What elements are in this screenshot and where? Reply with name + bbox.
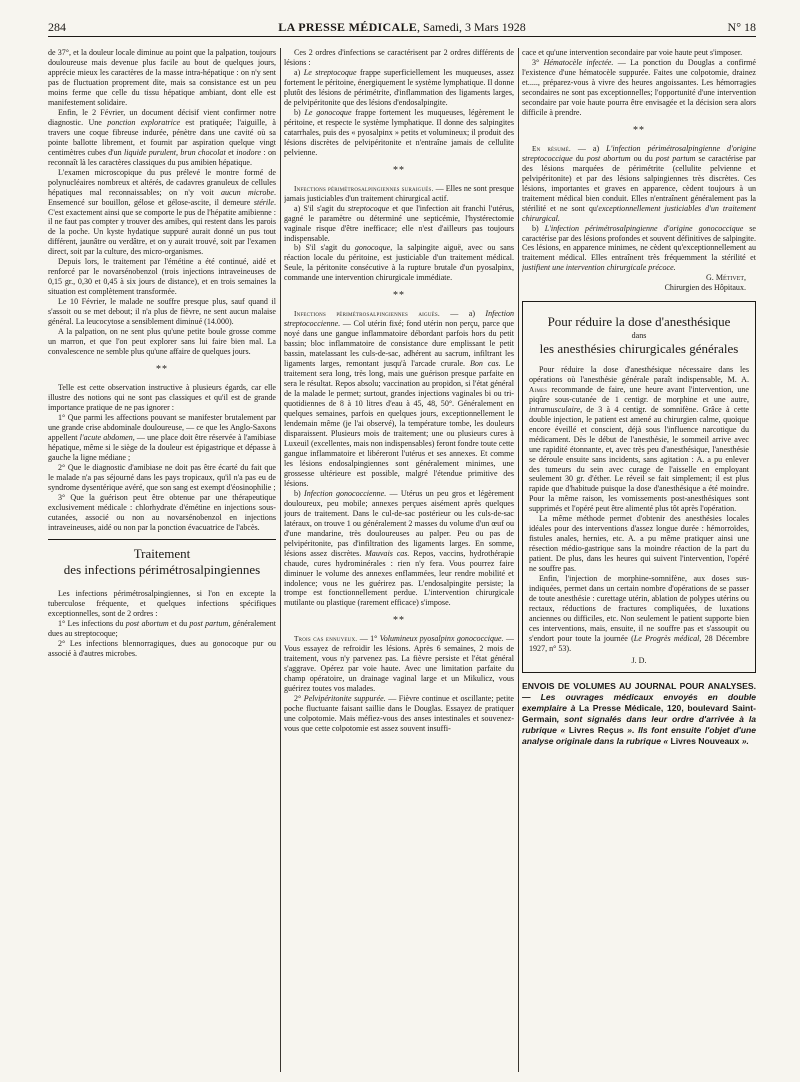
paragraph: A la palpation, on ne sent plus qu'une petite boule grosse comme un marron, et que l'on peut explorer sans lui faire bien mal. La convalescence ne semble plus qu'une affaire de quelques jours.	[48, 327, 276, 357]
column-rule	[518, 48, 519, 1072]
column-middle	[284, 48, 514, 1074]
article-title: Traitement des infections périmétrosalpingiennes	[63, 545, 261, 578]
paragraph: 3° Hématocèle infectée. — La ponction du Douglas a confirmé l'existence d'une hématocèle suppurée. Faites une colpotomie, drainez et....., préparez-vous à vivre des heures angoissantes. Les hémorragies secondaires ne sont pas exceptionnelles; l'opportunité d'une intervention secondaire par voie haute pourra être envisagée et la décision sera alors difficile à prendre.	[522, 57, 756, 117]
section-separator: **	[156, 364, 168, 376]
paragraph: Depuis lors, le traitement par l'émétine a été continué, aidé et renforcé par le novarsénobenzol (trois injections intraveineuses de 0,15 gr., 0,30 et 0,45 à six jours de distance), et en trois semaines la situation est complètement transformée.	[48, 257, 276, 297]
paragraph: de 37°, et la douleur locale diminue au point que la palpation, toujours douloureuse mais devenue plus facile au bout de quelques jours, apprécie mieux les caractères de la masse intra-hépatique : on n'y sent pas de fluctuation proprement dite, mais sa consistance est un peu moins ferme que celle du tissu hépatique ambiant, dont elle est manifestement solidaire.	[48, 48, 276, 107]
author-signature: G. Métivet, Chirurgien des Hôpitaux.	[664, 273, 746, 293]
paragraph: La même méthode permet d'obtenir des anesthésies locales idéales pour des interventions d'assez longue durée : hémorroïdes, fistules anales, hernies, etc. A. a pu même pratiquer ainsi une résection médio-gastrique sans la moindre réaction de la part du patient. De plus, dans les heures qui suivent l'intervention, l'opéré ne souffre pas.	[529, 514, 749, 574]
section-rule	[48, 539, 276, 540]
paragraph: 3° Que la guérison peut être obtenue par une thérapeutique exclusivement médicale : chlorhydrate d'émétine en injections sous-cutanées, associé ou non au novarsénobenzol en injections intraveineuses, aidé ou non par la ponction évacuatrice de l'abcès.	[48, 492, 276, 532]
section-separator: **	[393, 615, 405, 627]
column-rule	[280, 48, 281, 1072]
paragraph: Les infections périmétrosalpingiennes, si l'on en excepte la tuberculose fréquente, et quelques infections spécifiques exceptionnelles, sont de 2 ordres :	[48, 589, 276, 619]
journal-name: LA PRESSE MÉDICALE	[278, 20, 418, 34]
paragraph: Infections périmétrosalpingiennes suraiguës. — Elles ne sont presque jamais justiciables d'un traitement chirurgical actif.	[284, 183, 514, 203]
paragraph: b) L'infection périmétrosalpingienne d'origine gonococcique se caractérise par des lésions profondes et souvent définitives de salpingite. Ces lésions, en apparence minimes, ne cèdent qu'exceptionnellement au traitement médical. Elles entraînent très fréquemment la stérilité et justifient une intervention chirurgicale précoce.	[522, 223, 756, 273]
paragraph: L'examen microscopique du pus prélevé le montre formé de polynucléaires nombreux et altérés, de cadavres granuleux de cellules hépatiques mal reconnaissables; on n'y voit aucun microbe. Ensemencé sur bouillon, gélose et gélose-ascite, il demeure stérile. C'est exactement ainsi que se comporte le pus de l'hépatite amibienne : il ne faut pas compter y trouver des amibes, qui restent dans les parois de la poche. Un kyste hydatique suppuré aurait donné un pus tout différent, jaunâtre ou verdâtre, et on y aurait trouvé, soit par l'examen direct, soit par la culture, des micro-organismes.	[48, 167, 276, 257]
paragraph: b) Le gonocoque frappe fortement les muqueuses, légèrement le péritoine, et respecte le système lymphatique. Il donne des salpingites catarrhales, puis des « pyosalpinx » petits et volumineux; il produit des lésions discrètes de pelvipéritonite et n'entraîne jamais de cellulite pelvienne.	[284, 107, 514, 157]
paragraph: En résumé. — a) L'infection périmétrosalpingienne d'origine streptococcique du post abortum ou du post partum se caractérise par des lésions marquées de périmétrite (cellulite pelvienne et pelvipéritonite) et par des lésions salpingiennes très discrètes. Ces lésions, importantes et graves en apparence, cèdent toujours à un traitement médical bien conduit. Elles n'entraînent généralement pas la stérilité et ne sont qu'exceptionnellement justiciables d'un traitement chirurgical.	[522, 143, 756, 223]
section-separator: **	[633, 124, 645, 136]
paragraph: b) S'il s'agit du gonocoque, la salpingite aiguë, avec ou sans réaction locale du péritoine, est justiciable d'un traitement médical. Seule, la péritonite consécutive à la rupture brutale d'un pyosalpinx, commande une intervention chirurgicale immédiate.	[284, 243, 514, 283]
column-left	[48, 48, 276, 1074]
paragraph: Trois cas ennuyeux. — 1° Volumineux pyosalpinx gonococcique. — Vous essayez de refroidir les lésions. Après 6 semaines, 2 mois de traitement, vous n'y parvenez pas. La fièvre persiste et l'état général s'aggrave. Opérez par voie haute. Avec une limitation parfaite du champ opératoire, un drainage vaginal large et un Mikulicz, vous guérirez toutes vos malades.	[284, 634, 514, 694]
running-title	[48, 20, 756, 35]
paragraph: Le 10 Février, le malade ne souffre presque plus, sauf quand il s'assoit ou se met debout; il n'a plus de fièvre, ne sent aucun malaise général. La leucocytose a sensiblement diminué (14.000).	[48, 297, 276, 327]
paragraph: b) Infection gonococcienne. — Utérus un peu gros et légèrement douloureux, peu mobile; annexes perçues aisément après quelques jours de traitement. Dans le cul-de-sac postérieur ou les culs-de-sac latéraux, on trouve 1 ou généralement 2 masses du volume d'un œuf ou d'une mandarine, très douloureuses au palper. Peu ou pas de pelvipéritonite, pas d'infiltration des ligaments larges. En somme, lésions assez discrètes. Mauvais cas. Repos, vaccins, hydrothérapie chaude, cures hydrominérales : rien n'y fera. Vous pourrez faire diminuer le volume des annexes enflammées, leur rendre mobilité et indolence; vous ne les guérirez pas. L'endosalpingite persiste; la trompe est fonctionnellement perdue. L'intervention chirurgicale mutilante ou plastique (rarement efficace) s'impose.	[284, 488, 514, 608]
issue-date: , Samedi, 3 Mars 1928	[417, 20, 526, 34]
column-right	[522, 48, 756, 1074]
paragraph: Infections périmétrosalpingiennes aiguës. — a) Infection streptococcienne. — Col utérin fixé; fond utérin non perçu, parce que noyé dans une gangue inflammatoire débordant parfois hors du petit bassin; bloc inflammatoire de consistance dure emplissant le petit bassin, matelassant les culs-de-sac, adhérent au sacrum, infiltrant les ligaments larges, remontant jusqu'à l'arcade crurale. Bon cas. Le traitement sera long, très long, mais une guérison presque parfaite en sera le résultat. Repos absolu; vaccination au propidon, si l'état général de la malade le permet; surtout, grandes injections vaginales bi ou tri-quotidiennes de 8 à 10 litres d'eau à 45, 48, 50°. Généralement en quelques semaines, parfois en quelques jours, exceptionnellement le lendemain même (je l'ai observé), la température tombe, les douleurs disparaissent. Plusieurs mois de traitement; une ou plusieurs cures à Luxeuil (excellentes, mais non indispensables) feront fondre toute cette gangue inflammatoire et libéreront l'utérus et ses annexes. Et comme les lésions endosalpingiennes sont généralement minimes, une grossesse ultérieure est possible, malgré l'étendue primitive des lésions.	[284, 309, 514, 488]
paragraph: a) S'il s'agit du streptocoque et que l'infection ait franchi l'utérus, gagné le paramètre ou déterminé une septicémie, l'hystérectomie vaginale risque d'être inefficace; elle n'est d'ailleurs pas toujours indispensable.	[284, 203, 514, 243]
boxed-article	[522, 301, 756, 673]
section-separator: **	[393, 290, 405, 302]
section-separator: **	[393, 164, 405, 176]
paragraph: Ces 2 ordres d'infections se caractérisent par 2 ordres différents de lésions :	[284, 48, 514, 67]
paragraph: 1° Les infections du post abortum et du post partum, généralement dues au streptocoque;	[48, 619, 276, 639]
page-header	[48, 20, 756, 37]
paragraph: Pour réduire la dose d'anesthésique nécessaire dans les opérations où l'anesthésie générale paraît indispensable, M. A. Aimes recommande de faire, une heure avant l'intervention, une piqûre sous-cutanée de 1 centigr. de morphine et une autre, intramusculaire, de 3 à 4 centigr. de somnifène. Grâce à cette double injection, le patient est amené au chirurgien calme, quoique encore éveillé et conscient, déjà sous l'influence narcotique du médicament. Dès le début de l'anesthésie, le sommeil arrive avec une rapidité étonnante, et, avec très peu d'anesthésique, l'anesthésie se déroule ensuite sans incidents, sans agitation : A. a pu enlever des tumeurs du sein avec curage de l'aisselle en employant seulement 30 gr. d'éther. Le réveil se fait simplement; il est plus rapide que d'habitude puisque la dose d'anesthésique a été moindre. Pour la même raison, les vomissements post-anesthésiques sont supprimés et l'opéré peut être alimenté plus tôt après l'opération.	[529, 364, 749, 514]
paragraph: a) Le streptocoque frappe superficiellement les muqueuses, assez fortement le péritoine, énergiquement le système lymphatique. Il donne plutôt des lésions de périmétrite, d'inflammation des ligaments larges, de pelvipéritonite que des lésions d'endosalpingite.	[284, 67, 514, 107]
paragraph: 2° Que le diagnostic d'amibiase ne doit pas être écarté du fait que le malade n'a pas séjourné dans les pays tropicaux, qu'il n'a pas eu de syndrome dysentérique avéré, que son sang est exempt d'éosinophilie ;	[48, 462, 276, 492]
notice-envois: ENVOIS DE VOLUMES AU JOURNAL POUR ANALYSES. — Les ouvrages médicaux envoyés en double exemplaire à La Presse Médicale, 120, boulevard Saint-Germain, sont signalés dans leur ordre d'arrivée à la rubrique « Livres Reçus ». Ils font ensuite l'objet d'une analyse originale dans la rubrique « Livres Nouveaux ».	[522, 680, 756, 746]
issue-number: N° 18	[727, 20, 756, 34]
paragraph: Telle est cette observation instructive à plusieurs égards, car elle illustre des notions qui ne sont pas classiques et qu'il est de grande importance pratique de ne pas ignorer :	[48, 383, 276, 412]
boxed-article-title: Pour réduire la dose d'anesthésique dans les anesthésies chirurgicales générales	[539, 314, 739, 356]
paragraph: 2° Pelvipéritonite suppurée. — Fièvre continue et oscillante; petite poche fluctuante faisant saillie dans le Douglas. Essayez de pratiquer une colpotomie. Mais méfiez-vous des anses intestinales et souvenez-vous que cette colpotomie est assez souvent insuffi-	[284, 694, 514, 734]
paragraph: 2° Les infections blennorragiques, dues au gonocoque pur ou associé à d'autres microbes.	[48, 639, 276, 659]
paragraph: Enfin, le 2 Février, un document décisif vient confirmer notre diagnostic. Une ponction exploratrice est pratiquée; l'aiguille, à travers une coque fibreuse indurée, pénètre dans une cavité où sa pointe ballotte librement, et fournit par aspiration quelque vingt centimètres cubes d'un liquide purulent, brun chocolat et inodore : on reconnaît là les caractères classiques du pus amibien hépatique.	[48, 107, 276, 167]
box-signature: J. D.	[631, 655, 647, 665]
page-number: 284	[48, 20, 66, 34]
paragraph: cace et qu'une intervention secondaire par voie haute peut s'imposer.	[522, 48, 743, 57]
paragraph: 1° Que parmi les affections pouvant se manifester brutalement par une grande crise abdominale douloureuse, — ce que les Anglo-Saxons appellent l'acute abdomen, — une place doit être réservée à l'amibiase hépatique, même si le siège de la douleur est épigastrique et dépasse à gauche la ligne médiane ;	[48, 412, 276, 462]
paragraph: Enfin, l'injection de morphine-somnifène, aux doses sus-indiquées, permet dans un certain nombre d'opérations de se passer de toute anesthésie : curettage utérin, ablation de polypes utérins ou rectaux, réductions de fractures compliquées, de luxations anciennes ou difficiles, etc. Non seulement le patient supporte bien ces interventions, mais, ensuite, il ne souffre pas et s'assoupit ou s'endort pour toute la journée (Le Progrès médical, 28 Décembre 1927, n° 53).	[529, 574, 749, 653]
